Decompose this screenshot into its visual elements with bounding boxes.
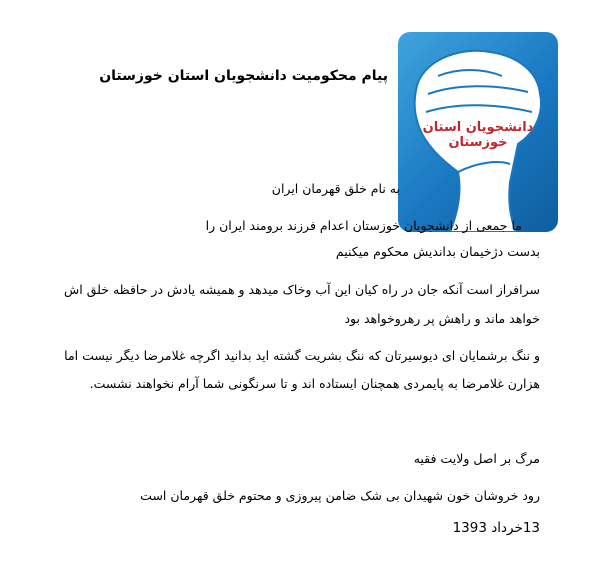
- body-line-2: ما جمعی از دانشجویان خوزستان اعدام فرزند برومند ایران را: [205, 218, 522, 233]
- page-title: پیام محکومیت دانشجویان استان خوزستان: [99, 68, 388, 84]
- body-line-6: و ننگ برشمایان ای دیوسیرتان که ننگ بشریت گشته اید بدانید اگرچه غلامرضا دیگر نیست اما: [64, 348, 540, 363]
- logo-caption: دانشجویان استان خوزستان: [422, 120, 534, 150]
- body-line-1: به نام خلق قهرمان ایران: [271, 181, 400, 196]
- body-line-4: سرافراز است آنکه جان در راه کیان این آب وخاک میدهد و همیشه یادش در حافظه خلق اش: [64, 282, 540, 297]
- body-line-5: خواهد ماند و راهش پر رهروخواهد بود: [344, 311, 540, 326]
- student-fist-logo: [398, 32, 558, 232]
- body-line-9: رود خروشان خون شهیدان بی شک ضامن پیروزی و محتوم خلق قهرمان است: [140, 488, 540, 503]
- body-line-3: بدست دژخیمان بداندیش محکوم میکنیم: [335, 244, 540, 259]
- body-line-8: مرگ بر اصل ولایت فقیه: [413, 451, 540, 466]
- date-line: 13خرداد 1393: [452, 520, 540, 536]
- body-line-7: هزارن غلامرضا به پایمردی همچنان ایستاده اند و تا سرنگونی شما آرام نخواهند نشست.: [89, 376, 540, 391]
